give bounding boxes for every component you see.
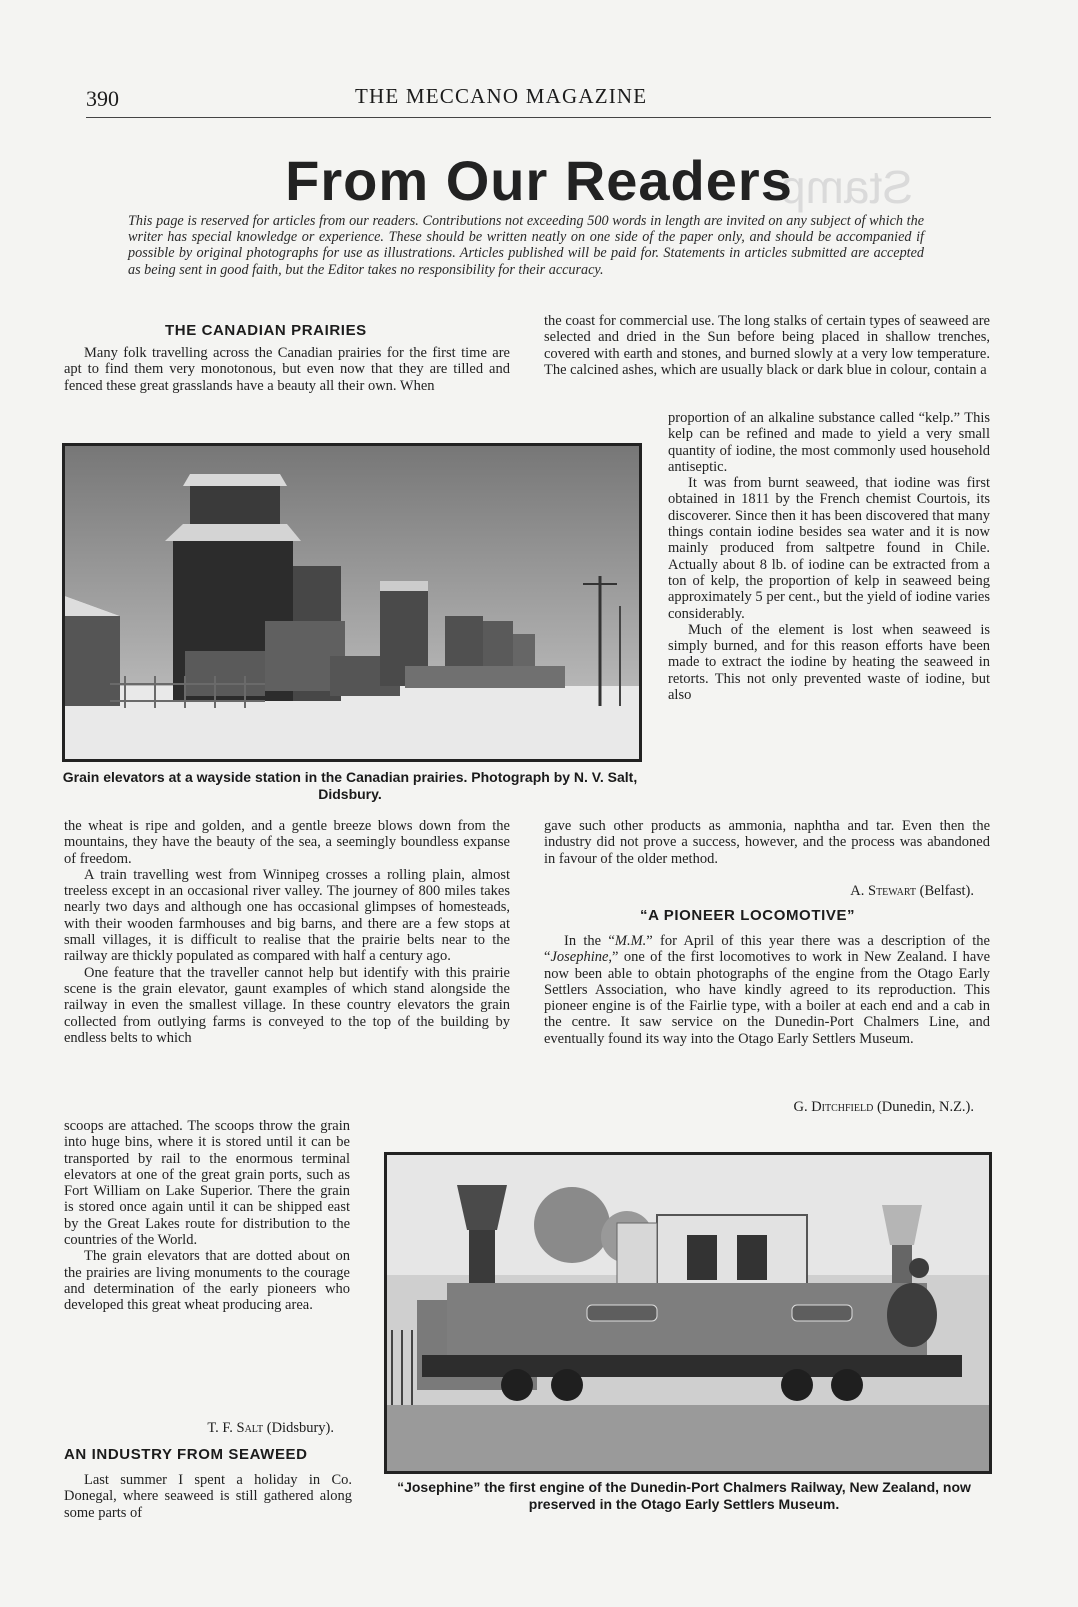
seaweed-para-1: Last summer I spent a holiday in Co. Donegal, where seaweed is still gathered along some parts of [64,1472,352,1521]
prairies-heading: THE CANADIAN PRAIRIES [165,322,367,339]
seaweed-heading: AN INDUSTRY FROM SEAWEED [64,1446,308,1463]
seaweed-para-3-cont: gave such other products as ammonia, naphtha and tar. Even then the industry did not prove a success, however, and the process was abandoned in favour of the older method. [544,818,990,867]
locomotive-photo [384,1152,992,1474]
prairies-body-narrow: scoops are attached. The scoops throw the grain into huge bins, where it is stored until it can be transported by rail to the enormous terminal elevators at one of the great grain ports, such as Fort William on Lake Superior. There the grain is stored once again until it can be shipped east by the Great Lakes route for distribution to the countries of the World. The grain elevators that are dotted about on the prairies are living monuments to the courage and determination of the early pioneers who developed this great wheat producing area. [64,1118,350,1314]
prairies-signature: T. F. Salt (Didsbury). [207,1420,334,1436]
grain-elevator-photo [62,443,642,762]
prairies-body: the wheat is ripe and golden, and a gentle breeze blows down from the mountains, they have the beauty of the sea, a seemingly boundless expanse of freedom. A train travelling west from Winnipeg crosses a rolling plain, almost treeless except in an occasional river valley. The journey of 800 miles takes nearly two days and although one has occasional glimpses of homesteads, with their wooden farmhouses and big barns, and there are a few stops at small villages, it is difficult to realise that the prairie belts near to the railway are thickly populated as compared with half a century ago. One feature that the traveller cannot help but identify with this prairie scene is the grain elevator, gaunt examples of which stand alongside the railway in even the smallest village. In these country elevators the grain collected from outlying farms is conveyed to the top of the building by endless belts to which [64,818,510,1046]
grain-elevator-caption: Grain elevators at a wayside station in the Canadian prairies. Photograph by N. V. Salt, Didsbury. [62,769,638,802]
page-title: From Our Readers [285,149,793,212]
seaweed-signature: A. Stewart (Belfast). [850,883,974,899]
seaweed-para-1-cont: the coast for commercial use. The long stalks of certain types of seaweed are selected and dried in the Sun before being placed in shallow trenches, covered with earth and stones, and burned slowly at a very low temperature. The calcined ashes, which are usually black or dark blue in colour, contain a [544,313,990,378]
page-number: 390 [86,86,119,111]
locomotive-body: In the “M.M.” for April of this year there was a description of the “Josephine,” one of the first locomotives to work in New Zealand. I have now been able to obtain photographs of the engine from the Otago Early Settlers Association, who have kindly agreed to its reproduction. This pioneer engine is of the Fairlie type, with a boiler at each end and a cab in the centre. It saw service on the Dunedin-Port Chalmers Line, and eventually found its way into the Otago Early Settlers Museum. [544,933,990,1047]
locomotive-caption: “Josephine” the first engine of the Dunedin-Port Chalmers Railway, New Zealand, now preserved in the Otago Early Settlers Museum. [397,1479,971,1512]
magazine-title: THE MECCANO MAGAZINE [355,84,648,108]
prairies-para-1: Many folk travelling across the Canadian prairies for the first time are apt to find them very monotonous, but even now that they are tilled and fenced these great grasslands have a beauty all their own. When [64,345,510,394]
locomotive-signature: G. Ditchfield (Dunedin, N.Z.). [793,1099,974,1115]
show-through-ghost-text: Stamp [780,161,913,213]
seaweed-narrow-column: proportion of an alkaline substance called “kelp.” This kelp can be refined and made to yield a very small quantity of iodine, the most commonly used household antiseptic. It was from burnt seaweed, that iodine was first obtained in 1811 by the French chemist Courtois, its discoverer. Since then it has been discovered that many things contain iodine besides sea water and it is now mainly produced from saltpetre found in Chile. Actually about 8 lb. of iodine can be extracted from a ton of kelp, the proportion of kelp in seaweed being approximately 5 per cent., but the yield of iodine varies considerably. Much of the element is lost when seaweed is simply burned, and for this reason efforts have been made to extract the iodine by heating the seaweed in retorts. This not only prevented waste of iodine, but also [668,410,990,704]
intro-notice: This page is reserved for articles from our readers. Contributions not exceeding 500 words in length are invited on any subject of which the writer has special knowledge or experience. These should be written neatly on one side of the paper only, and should be accompanied if possible by original photographs for use as illustrations. Articles published will be paid for. Statements in articles submitted are accepted as being sent in good faith, but the Editor takes no responsibility for their accuracy. [128,213,924,278]
locomotive-heading: “A PIONEER LOCOMOTIVE” [640,907,856,924]
header-rule [86,117,991,118]
